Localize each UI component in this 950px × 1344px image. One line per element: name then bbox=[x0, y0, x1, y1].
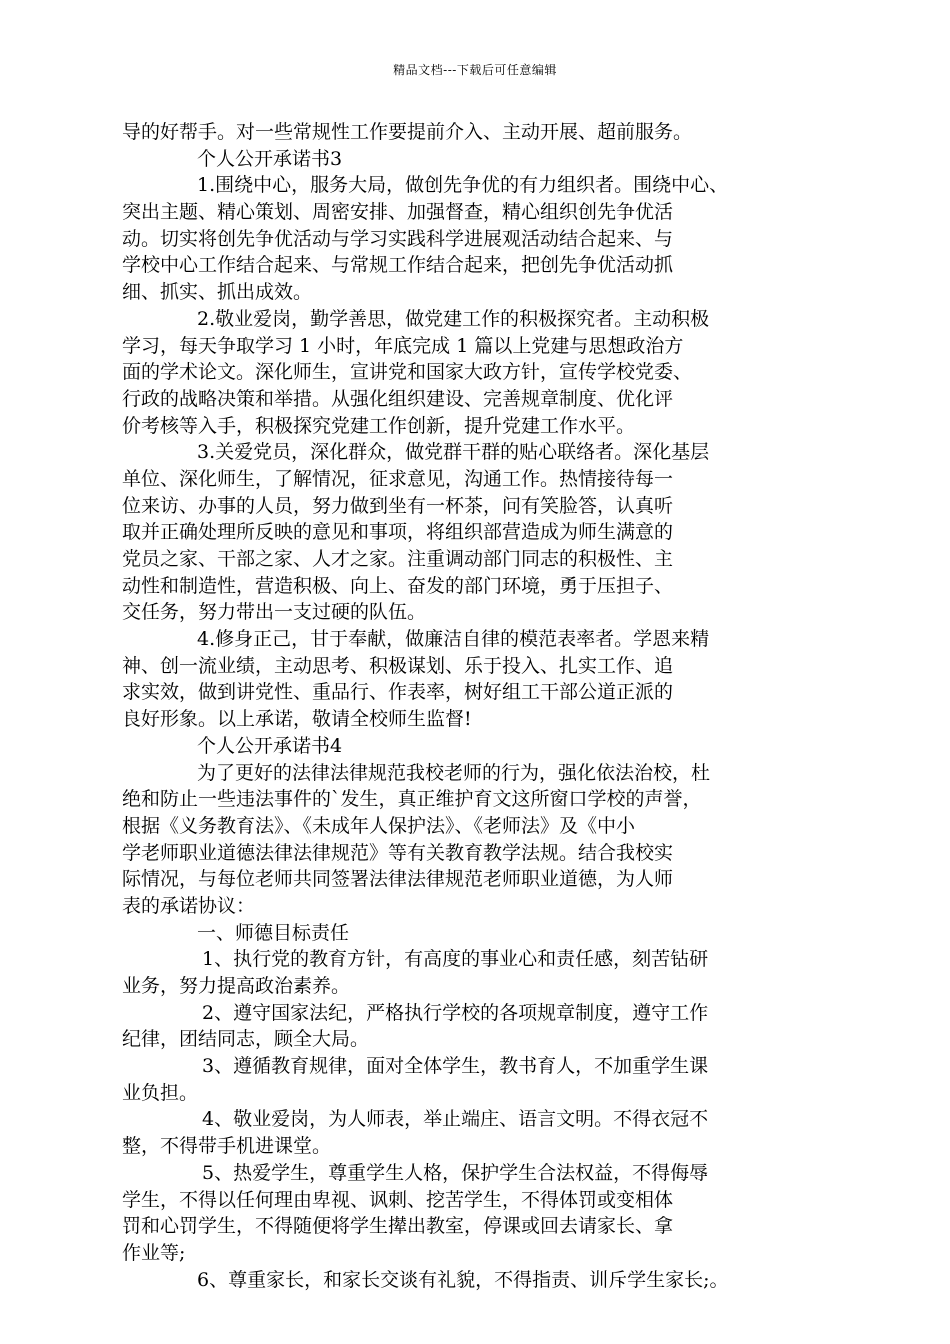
text-line: 业负担。 bbox=[122, 1081, 199, 1104]
text-line: 业务，努力提高政治素养。 bbox=[122, 975, 351, 997]
text-line: 5、热爱学生，尊重学生人格，保护学生合法权益，不得侮辱 bbox=[202, 1161, 709, 1184]
document-body bbox=[122, 119, 834, 1293]
text-line: 际情况，与每位老师共同签署法律法律规范老师职业道德，为人师 bbox=[122, 868, 674, 891]
text-line: 位来访、办事的人员，努力做到坐有一杯茶，问有笑脸答，认真听 bbox=[122, 494, 674, 517]
text-line: 罚和心罚学生，不得随便将学生撵出教室，停课或回去请家长、拿 bbox=[122, 1215, 674, 1238]
text-line: 动。切实将创先争优活动与学习实践科学进展观活动结合起来、与 bbox=[122, 227, 674, 250]
text-line: 动性和制造性，营造积极、向上、奋发的部门环境，勇于压担子、 bbox=[122, 574, 674, 597]
text-line: 学生，不得以任何理由卑视、讽刺、挖苦学生，不得体罚或变相体 bbox=[122, 1188, 674, 1211]
text-line: 4.修身正己，甘于奉献，做廉洁自律的模范表率者。学恩来精 bbox=[197, 628, 710, 651]
text-line: 1、执行党的教育方针，有高度的事业心和责任感，刻苦钻研 bbox=[202, 948, 709, 971]
text-line: 单位、深化师生，了解情况，征求意见，沟通工作。热情接待每一 bbox=[122, 467, 674, 490]
text-line: 取并正确处理所反映的意见和事项，将组织部营造成为师生满意的 bbox=[122, 521, 674, 544]
text-line: 表的承诺协议： bbox=[122, 894, 256, 917]
text-line: 4、敬业爱岗，为人师表，举止端庄、语言文明。不得衣冠不 bbox=[202, 1108, 709, 1131]
text-line: 求实效，做到讲党性、重品行、作表率，树好组工干部公道正派的 bbox=[122, 681, 674, 704]
text-line: 个人公开承诺书3 bbox=[197, 147, 343, 170]
text-line: 党员之家、干部之家、人才之家。注重调动部门同志的积极性、主 bbox=[122, 548, 674, 570]
text-line: 6、尊重家长，和家长交谈有礼貌，不得指责、训斥学生家长;。 bbox=[197, 1268, 729, 1291]
text-line: 价考核等入手，积极探究党建工作创新，提升党建工作水平。 bbox=[122, 414, 636, 437]
text-line: 面的学术论文。深化师生，宣讲党和国家大政方针，宣传学校党委、 bbox=[122, 361, 693, 384]
text-line: 突出主题、精心策划、周密安排、加强督查，精心组织创先争优活 bbox=[122, 201, 674, 224]
text-line: 神、创一流业绩，主动思考、积极谋划、乐于投入、扎实工作、追 bbox=[122, 654, 674, 677]
text-line: 3.关爱党员，深化群众，做党群干群的贴心联络者。深化基层 bbox=[197, 441, 710, 464]
text-line: 为了更好的法律法律规范我校老师的行为，强化依法治校，杜 bbox=[197, 761, 711, 784]
text-line: 作业等; bbox=[122, 1241, 186, 1264]
text-line: 导的好帮手。对一些常规性工作要提前介入、主动开展、超前服务。 bbox=[122, 121, 693, 143]
text-line: 绝和防止一些违法事件的`发生，真正维护育文这所窗口学校的声誉， bbox=[122, 788, 702, 811]
text-line: 纪律，团结同志，顾全大局。 bbox=[122, 1028, 370, 1051]
text-line: 3、遵循教育规律，面对全体学生，教书育人，不加重学生课 bbox=[202, 1055, 709, 1078]
text-line: 细、抓实、抓出成效。 bbox=[122, 281, 313, 304]
text-line: 2.敬业爱岗，勤学善思，做党建工作的积极探究者。主动积极 bbox=[197, 307, 710, 330]
text-line: 交任务，努力带出一支过硬的队伍。 bbox=[122, 601, 427, 624]
text-line: 学校中心工作结合起来、与常规工作结合起来，把创先争优活动抓 bbox=[122, 254, 674, 277]
text-line: 整，不得带手机进课堂。 bbox=[122, 1135, 332, 1158]
text-line: 学习，每天争取学习 1 小时，年底完成 1 篇以上党建与思想政治方 bbox=[122, 334, 684, 357]
page-header: 精品文档---下载后可任意编辑 bbox=[393, 63, 557, 77]
text-line: 根据《义务教育法》、《未成年人保护法》、《老师法》及《中小 bbox=[122, 814, 636, 837]
text-line: 一、师德目标责任 bbox=[197, 921, 350, 944]
text-line: 2、遵守国家法纪，严格执行学校的各项规章制度，遵守工作 bbox=[202, 1001, 709, 1024]
text-line: 良好形象。以上承诺，敬请全校师生监督! bbox=[122, 708, 472, 731]
text-line: 1.围绕中心，服务大局，做创先争优的有力组织者。围绕中心、 bbox=[197, 174, 729, 197]
text-line: 行政的战略决策和举措。从强化组织建设、完善规章制度、优化评 bbox=[122, 387, 674, 410]
text-line: 个人公开承诺书4 bbox=[197, 734, 343, 757]
text-line: 学老师职业道德法律法律规范》等有关教育教学法规。结合我校实 bbox=[122, 841, 674, 864]
